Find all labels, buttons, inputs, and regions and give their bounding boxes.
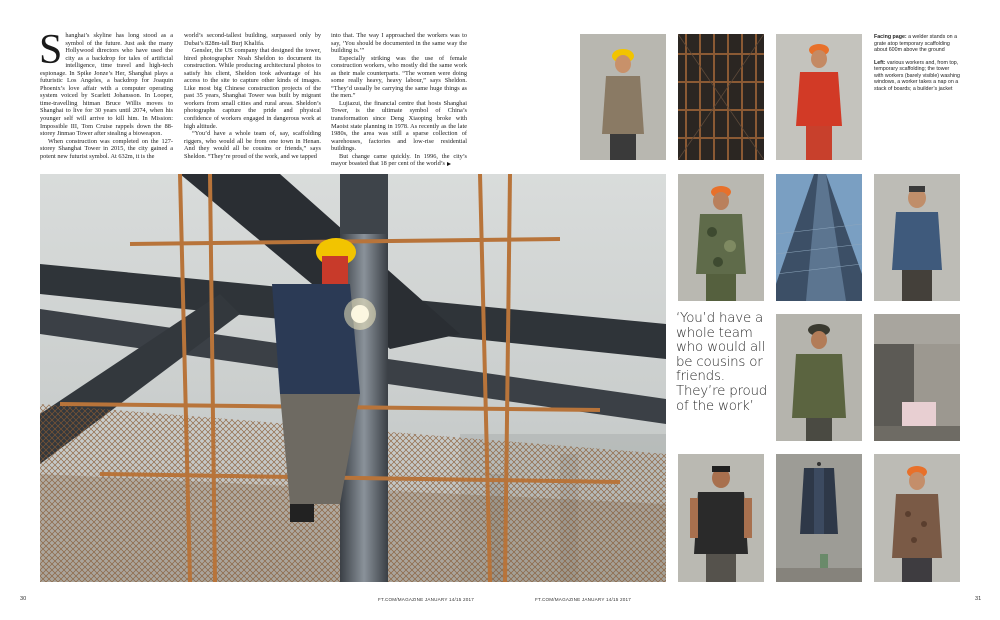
photo-worker-black-tshirt [678, 454, 764, 582]
photo-worker-denim-jacket [874, 174, 960, 301]
page-number-left: 30 [20, 596, 27, 602]
drop-cap: S [39, 27, 63, 73]
article-column-1 [39, 27, 173, 160]
folio-left: FT.COM/MAGAZINE JANUARY 14/15 2017 [378, 597, 474, 602]
photo-shanghai-tower [776, 174, 862, 301]
pull-quote: ‘You’d have a whole team who would all be cousins or friends. They’re proud of the work’ [676, 311, 768, 414]
photo-caption [874, 34, 960, 98]
article-paragraph: hanghai’s skyline has long stood as a symbol of the future. Just ask the many Hollywood directors who have used the city as a backdrop for tales of artificial intelligence, time travel and high-tech espionage. In Spike Jonze’s Her, Shanghai plays a futuristic Los Angeles, a backdrop for Joaquin Phoenix’s love affair with a computer operating system voiced by Scarlett Johansson. In Looper, time-travelling hitman Bruce Willis moves to Shanghai to live for 30 years until 2074, when his younger self will arrive to kill him. In Mission: Impossible III, Tom Cruise rappels down the 88-storey Jinmao Tower after stealing a bioweapon. [40, 32, 173, 138]
photo-worker-green-jacket [776, 314, 862, 441]
article-paragraph: When construction was completed on the 127-storey Shanghai Tower in 2015, the city gained a potent new futurist symbol. At 632m, it is the [40, 137, 173, 160]
hero-photo-welder [40, 174, 666, 582]
caption-facing-text: a welder stands on a grate atop temporary scaffolding about 600m above the ground [874, 34, 958, 53]
folio-right: FT.COM/MAGAZINE JANUARY 14/15 2017 [535, 597, 631, 602]
photo-worker-napping [874, 314, 960, 441]
photo-worker-red-jacket [776, 34, 862, 160]
page-number-right: 31 [975, 596, 982, 602]
caption-left-text: various workers and, from top, temporary scaffolding; the tower with workers (barely visible) washing windows, a worker takes a nap on a stack of boards; a builder’s jacket [874, 59, 960, 92]
continue-arrow-icon [447, 162, 451, 166]
article-paragraph: into that. The way I approached the workers was to say, ‘You should be documented in the same way the building is.’” [331, 32, 467, 55]
photo-scaffolding [678, 34, 764, 160]
article-paragraph: Lujiazui, the financial centre that hosts Shanghai Tower, is the ultimate symbol of China’s transformation since Deng Xiaoping broke with Maoist state planning in 1978. As recently as the late 1980s, the area was still a sparse collection of warehouses, factories and low-rise residential buildings. [331, 99, 467, 153]
article-column-3 [331, 32, 467, 168]
article-paragraph: But change came quickly. In 1996, the city’s mayor boasted that 18 per cent of the world’s [331, 152, 467, 168]
caption-left-label: Left: [874, 59, 886, 66]
photo-worker-yellow-hat [580, 34, 666, 160]
article-paragraph: “You’d have a whole team of, say, scaffolding riggers, who would all be from one town in Henan. And they would all be cousins or friends,” says Sheldon. “They’re proud of the work, and we tapped [184, 130, 321, 160]
photo-worker-camouflage [678, 174, 764, 301]
article-column-2 [184, 32, 321, 160]
photo-builders-jacket [776, 454, 862, 582]
caption-facing-label: Facing page: [874, 34, 907, 40]
article-paragraph: Especially striking was the use of female construction workers, who mostly did the same work as their male counterparts. “The women were doing some really heavy, heavy labour,” says Sheldon. “They’d usually be carrying the same huge things as the men.” [331, 54, 467, 100]
article-paragraph: Gensler, the US company that designed the tower, hired photographer Noah Sheldon to document its construction. While producing architectural photos to satisfy his client, Sheldon took advantage of his access to the site to capture other kinds of images. Like most big Chinese construction projects of the past 35 years, Shanghai Tower was built by migrant workers from small cities and rural areas. Sheldon’s photographs capture the pride and physical confidence of workers engaged in dangerous work at high altitude. [184, 47, 321, 130]
photo-female-worker [874, 454, 960, 582]
article-paragraph: world’s second-tallest building, surpassed only by Dubai’s 828m-tall Burj Khalifa. [184, 32, 321, 47]
